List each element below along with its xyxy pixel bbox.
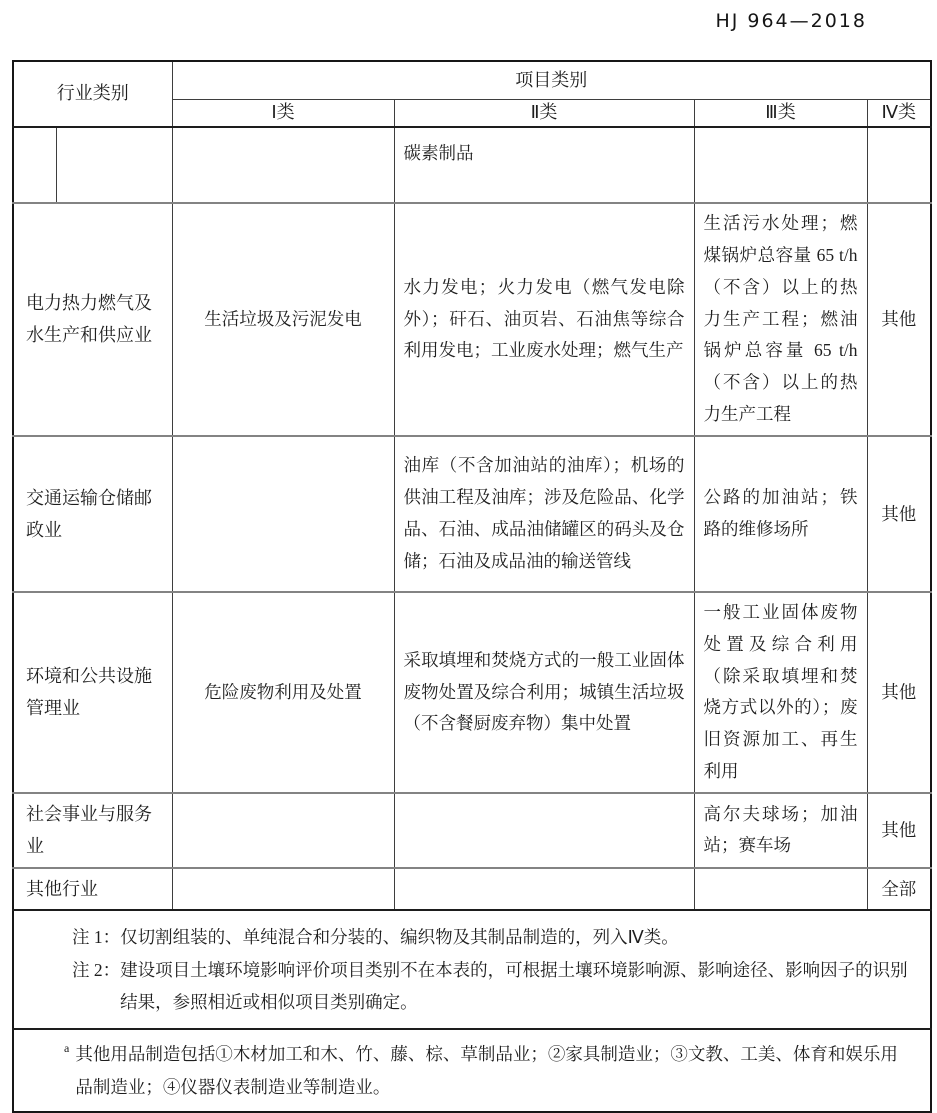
industry-cell: 电力热力燃气及水生产和供应业 bbox=[13, 203, 172, 436]
notes-section bbox=[13, 910, 931, 1029]
class-2-cell bbox=[394, 793, 694, 868]
class-4-cell: 其他 bbox=[867, 203, 931, 436]
class-4-cell: 其他 bbox=[867, 436, 931, 592]
class-2-header: Ⅱ类 bbox=[394, 99, 694, 127]
class-1-cell bbox=[172, 793, 394, 868]
project-category-table bbox=[12, 60, 932, 1113]
class-1-cell bbox=[172, 127, 394, 203]
doc-code: HJ 964—2018 bbox=[715, 10, 867, 32]
class-3-cell: 公路的加油站；铁路的维修场所 bbox=[694, 436, 867, 592]
class-1-cell: 生活垃圾及污泥发电 bbox=[172, 203, 394, 436]
class-1-cell: 危险废物利用及处置 bbox=[172, 592, 394, 793]
industry-column-header: 行业类别 bbox=[13, 61, 172, 127]
class-4-cell: 其他 bbox=[867, 793, 931, 868]
header-row-top bbox=[13, 61, 931, 99]
class-4-header: Ⅳ类 bbox=[867, 99, 931, 127]
table-row-power-heat-gas-water bbox=[13, 203, 931, 436]
class-1-header: Ⅰ类 bbox=[172, 99, 394, 127]
industry-subcell-left bbox=[13, 127, 56, 203]
class-3-cell: 高尔夫球场；加油站；赛车场 bbox=[694, 793, 867, 868]
class-3-cell: 生活污水处理；燃煤锅炉总容量 65 t/h（不含）以上的热力生产工程；燃油锅炉总容量 65 t/h（不含）以上的热力生产工程 bbox=[694, 203, 867, 436]
class-2-cell bbox=[394, 868, 694, 910]
class-2-cell: 油库（不含加油站的油库）；机场的供油工程及油库；涉及危险品、化学品、石油、成品油储罐区的码头及仓储；石油及成品油的输送管线 bbox=[394, 436, 694, 592]
notes-cell bbox=[13, 910, 931, 1029]
class-3-cell bbox=[694, 868, 867, 910]
class-4-cell: 全部 bbox=[867, 868, 931, 910]
industry-cell: 社会事业与服务业 bbox=[13, 793, 172, 868]
class-4-cell: 其他 bbox=[867, 592, 931, 793]
note-item-1 bbox=[72, 921, 914, 953]
footnote-marker: a bbox=[64, 1041, 70, 1056]
note-item-2 bbox=[72, 954, 914, 1019]
note-text: 建设项目土壤环境影响评价项目类别不在本表的，可根据土壤环境影响源、影响途径、影响因子的识别结果，参照相近或相似项目类别确定。 bbox=[120, 959, 908, 1012]
class-3-cell bbox=[694, 127, 867, 203]
class-1-cell bbox=[172, 436, 394, 592]
class-4-cell bbox=[867, 127, 931, 203]
table-row-environment-public-facilities bbox=[13, 592, 931, 793]
table-row-continuation bbox=[13, 127, 931, 203]
project-column-header: 项目类别 bbox=[172, 61, 931, 99]
note-text: 仅切割组装的、单纯混合和分装的、编织物及其制品制造的，列入Ⅳ类。 bbox=[120, 927, 679, 948]
industry-cell: 交通运输仓储邮政业 bbox=[13, 436, 172, 592]
class-3-cell: 一般工业固体废物处置及综合利用（除采取填埋和焚烧方式以外的）；废旧资源加工、再生利用 bbox=[694, 592, 867, 793]
footnote-cell bbox=[13, 1029, 931, 1112]
industry-subcell-right bbox=[56, 127, 172, 203]
note-label: 注 1： bbox=[72, 927, 121, 948]
footnote-text: 其他用品制造包括①木材加工和木、竹、藤、棕、草制品业；②家具制造业；③文教、工美、体育和娱乐用品制造业；④仪器仪表制造业等制造业。 bbox=[75, 1044, 898, 1097]
industry-cell: 其他行业 bbox=[13, 868, 172, 910]
class-2-cell: 采取填埋和焚烧方式的一般工业固体废物处置及综合利用；城镇生活垃圾（不含餐厨废弃物）集中处置 bbox=[394, 592, 694, 793]
class-1-cell bbox=[172, 868, 394, 910]
class-2-cell: 水力发电；火力发电（燃气发电除外）；矸石、油页岩、石油焦等综合利用发电；工业废水处理；燃气生产 bbox=[394, 203, 694, 436]
class-3-header: Ⅲ类 bbox=[694, 99, 867, 127]
note-label: 注 2： bbox=[72, 959, 121, 980]
industry-cell: 环境和公共设施管理业 bbox=[13, 592, 172, 793]
footnote-item bbox=[64, 1038, 908, 1103]
table-row-transport-storage-postal bbox=[13, 436, 931, 592]
table-row-other-industries bbox=[13, 868, 931, 910]
footnote-section bbox=[13, 1029, 931, 1112]
table-row-social-services bbox=[13, 793, 931, 868]
class-2-cell: 碳素制品 bbox=[394, 127, 694, 203]
